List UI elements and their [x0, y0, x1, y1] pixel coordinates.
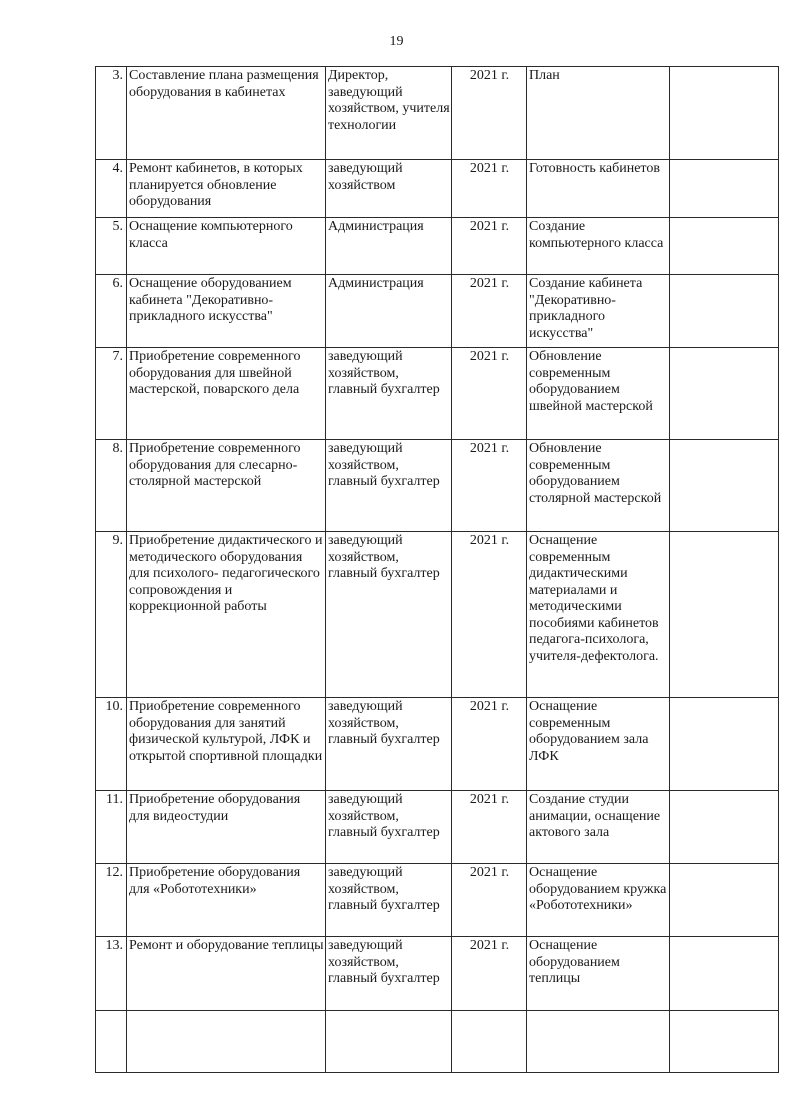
- year-cell: 2021 г.: [452, 67, 527, 160]
- empty-cell: [326, 1011, 452, 1073]
- table-row: [96, 440, 779, 532]
- responsible-cell: Администрация: [326, 218, 452, 275]
- responsible-cell: заведующий хозяйством, главный бухгалтер: [326, 532, 452, 698]
- row-number: 5.: [96, 218, 127, 275]
- row-number: 7.: [96, 348, 127, 440]
- empty-cell: [670, 275, 779, 348]
- result-cell: Оснащение современным оборудованием зала ЛФК: [527, 698, 670, 791]
- responsible-cell: заведующий хозяйством: [326, 160, 452, 218]
- row-number: 6.: [96, 275, 127, 348]
- table-row: [96, 864, 779, 937]
- year-cell: 2021 г.: [452, 160, 527, 218]
- task-cell: Оснащение оборудованием кабинета "Декоративно-прикладного искусства": [127, 275, 326, 348]
- table-row: [96, 67, 779, 160]
- empty-cell: [670, 937, 779, 1011]
- empty-cell: [670, 1011, 779, 1073]
- result-cell: Оснащение оборудованием теплицы: [527, 937, 670, 1011]
- table-row: [96, 698, 779, 791]
- result-cell: Оснащение оборудованием кружка «Робототехники»: [527, 864, 670, 937]
- task-cell: Оснащение компьютерного класса: [127, 218, 326, 275]
- result-cell: Создание кабинета "Декоративно-прикладного искусства": [527, 275, 670, 348]
- year-cell: 2021 г.: [452, 348, 527, 440]
- responsible-cell: заведующий хозяйством, главный бухгалтер: [326, 864, 452, 937]
- empty-cell: [670, 698, 779, 791]
- year-cell: 2021 г.: [452, 864, 527, 937]
- table-row: [96, 791, 779, 864]
- row-number: 9.: [96, 532, 127, 698]
- task-cell: Приобретение оборудования для видеостудии: [127, 791, 326, 864]
- empty-cell: [527, 1011, 670, 1073]
- table-row: [96, 160, 779, 218]
- year-cell: 2021 г.: [452, 440, 527, 532]
- task-cell: Приобретение оборудования для «Робототехники»: [127, 864, 326, 937]
- table-row: [96, 348, 779, 440]
- empty-cell: [96, 1011, 127, 1073]
- year-cell: 2021 г.: [452, 532, 527, 698]
- empty-cell: [452, 1011, 527, 1073]
- plan-table: [95, 66, 779, 1073]
- responsible-cell: Директор, заведующий хозяйством, учителя технологии: [326, 67, 452, 160]
- result-cell: Обновление современным оборудованием швейной мастерской: [527, 348, 670, 440]
- row-number: 3.: [96, 67, 127, 160]
- result-cell: Готовность кабинетов: [527, 160, 670, 218]
- year-cell: 2021 г.: [452, 791, 527, 864]
- result-cell: Создание студии анимации, оснащение актового зала: [527, 791, 670, 864]
- row-number: 8.: [96, 440, 127, 532]
- result-cell: Обновление современным оборудованием столярной мастерской: [527, 440, 670, 532]
- table-row: [96, 937, 779, 1011]
- table-row: [96, 532, 779, 698]
- year-cell: 2021 г.: [452, 937, 527, 1011]
- result-cell: Создание компьютерного класса: [527, 218, 670, 275]
- row-number: 4.: [96, 160, 127, 218]
- responsible-cell: заведующий хозяйством, главный бухгалтер: [326, 348, 452, 440]
- empty-cell: [670, 160, 779, 218]
- empty-cell: [670, 791, 779, 864]
- table-row-empty: [96, 1011, 779, 1073]
- year-cell: 2021 г.: [452, 218, 527, 275]
- task-cell: Приобретение современного оборудования для слесарно-столярной мастерской: [127, 440, 326, 532]
- empty-cell: [670, 67, 779, 160]
- empty-cell: [670, 440, 779, 532]
- task-cell: Приобретение дидактического и методического оборудования для психолого- педагогического сопровождения и коррекционной работы: [127, 532, 326, 698]
- row-number: 13.: [96, 937, 127, 1011]
- responsible-cell: заведующий хозяйством, главный бухгалтер: [326, 698, 452, 791]
- empty-cell: [670, 348, 779, 440]
- responsible-cell: Администрация: [326, 275, 452, 348]
- page-number: 19: [389, 34, 404, 49]
- task-cell: Составление плана размещения оборудования в кабинетах: [127, 67, 326, 160]
- empty-cell: [127, 1011, 326, 1073]
- task-cell: Ремонт и оборудование теплицы: [127, 937, 326, 1011]
- empty-cell: [670, 532, 779, 698]
- responsible-cell: заведующий хозяйством, главный бухгалтер: [326, 937, 452, 1011]
- responsible-cell: заведующий хозяйством, главный бухгалтер: [326, 440, 452, 532]
- row-number: 12.: [96, 864, 127, 937]
- task-cell: Ремонт кабинетов, в которых планируется обновление оборудования: [127, 160, 326, 218]
- result-cell: План: [527, 67, 670, 160]
- task-cell: Приобретение современного оборудования для занятий физической культурой, ЛФК и открытой спортивной площадки: [127, 698, 326, 791]
- row-number: 11.: [96, 791, 127, 864]
- result-cell: Оснащение современным дидактическими материалами и методическими пособиями кабинетов педагога-психолога, учителя-дефектолога.: [527, 532, 670, 698]
- table-row: [96, 275, 779, 348]
- table-row: [96, 218, 779, 275]
- empty-cell: [670, 218, 779, 275]
- responsible-cell: заведующий хозяйством, главный бухгалтер: [326, 791, 452, 864]
- empty-cell: [670, 864, 779, 937]
- task-cell: Приобретение современного оборудования для швейной мастерской, поварского дела: [127, 348, 326, 440]
- row-number: 10.: [96, 698, 127, 791]
- year-cell: 2021 г.: [452, 698, 527, 791]
- year-cell: 2021 г.: [452, 275, 527, 348]
